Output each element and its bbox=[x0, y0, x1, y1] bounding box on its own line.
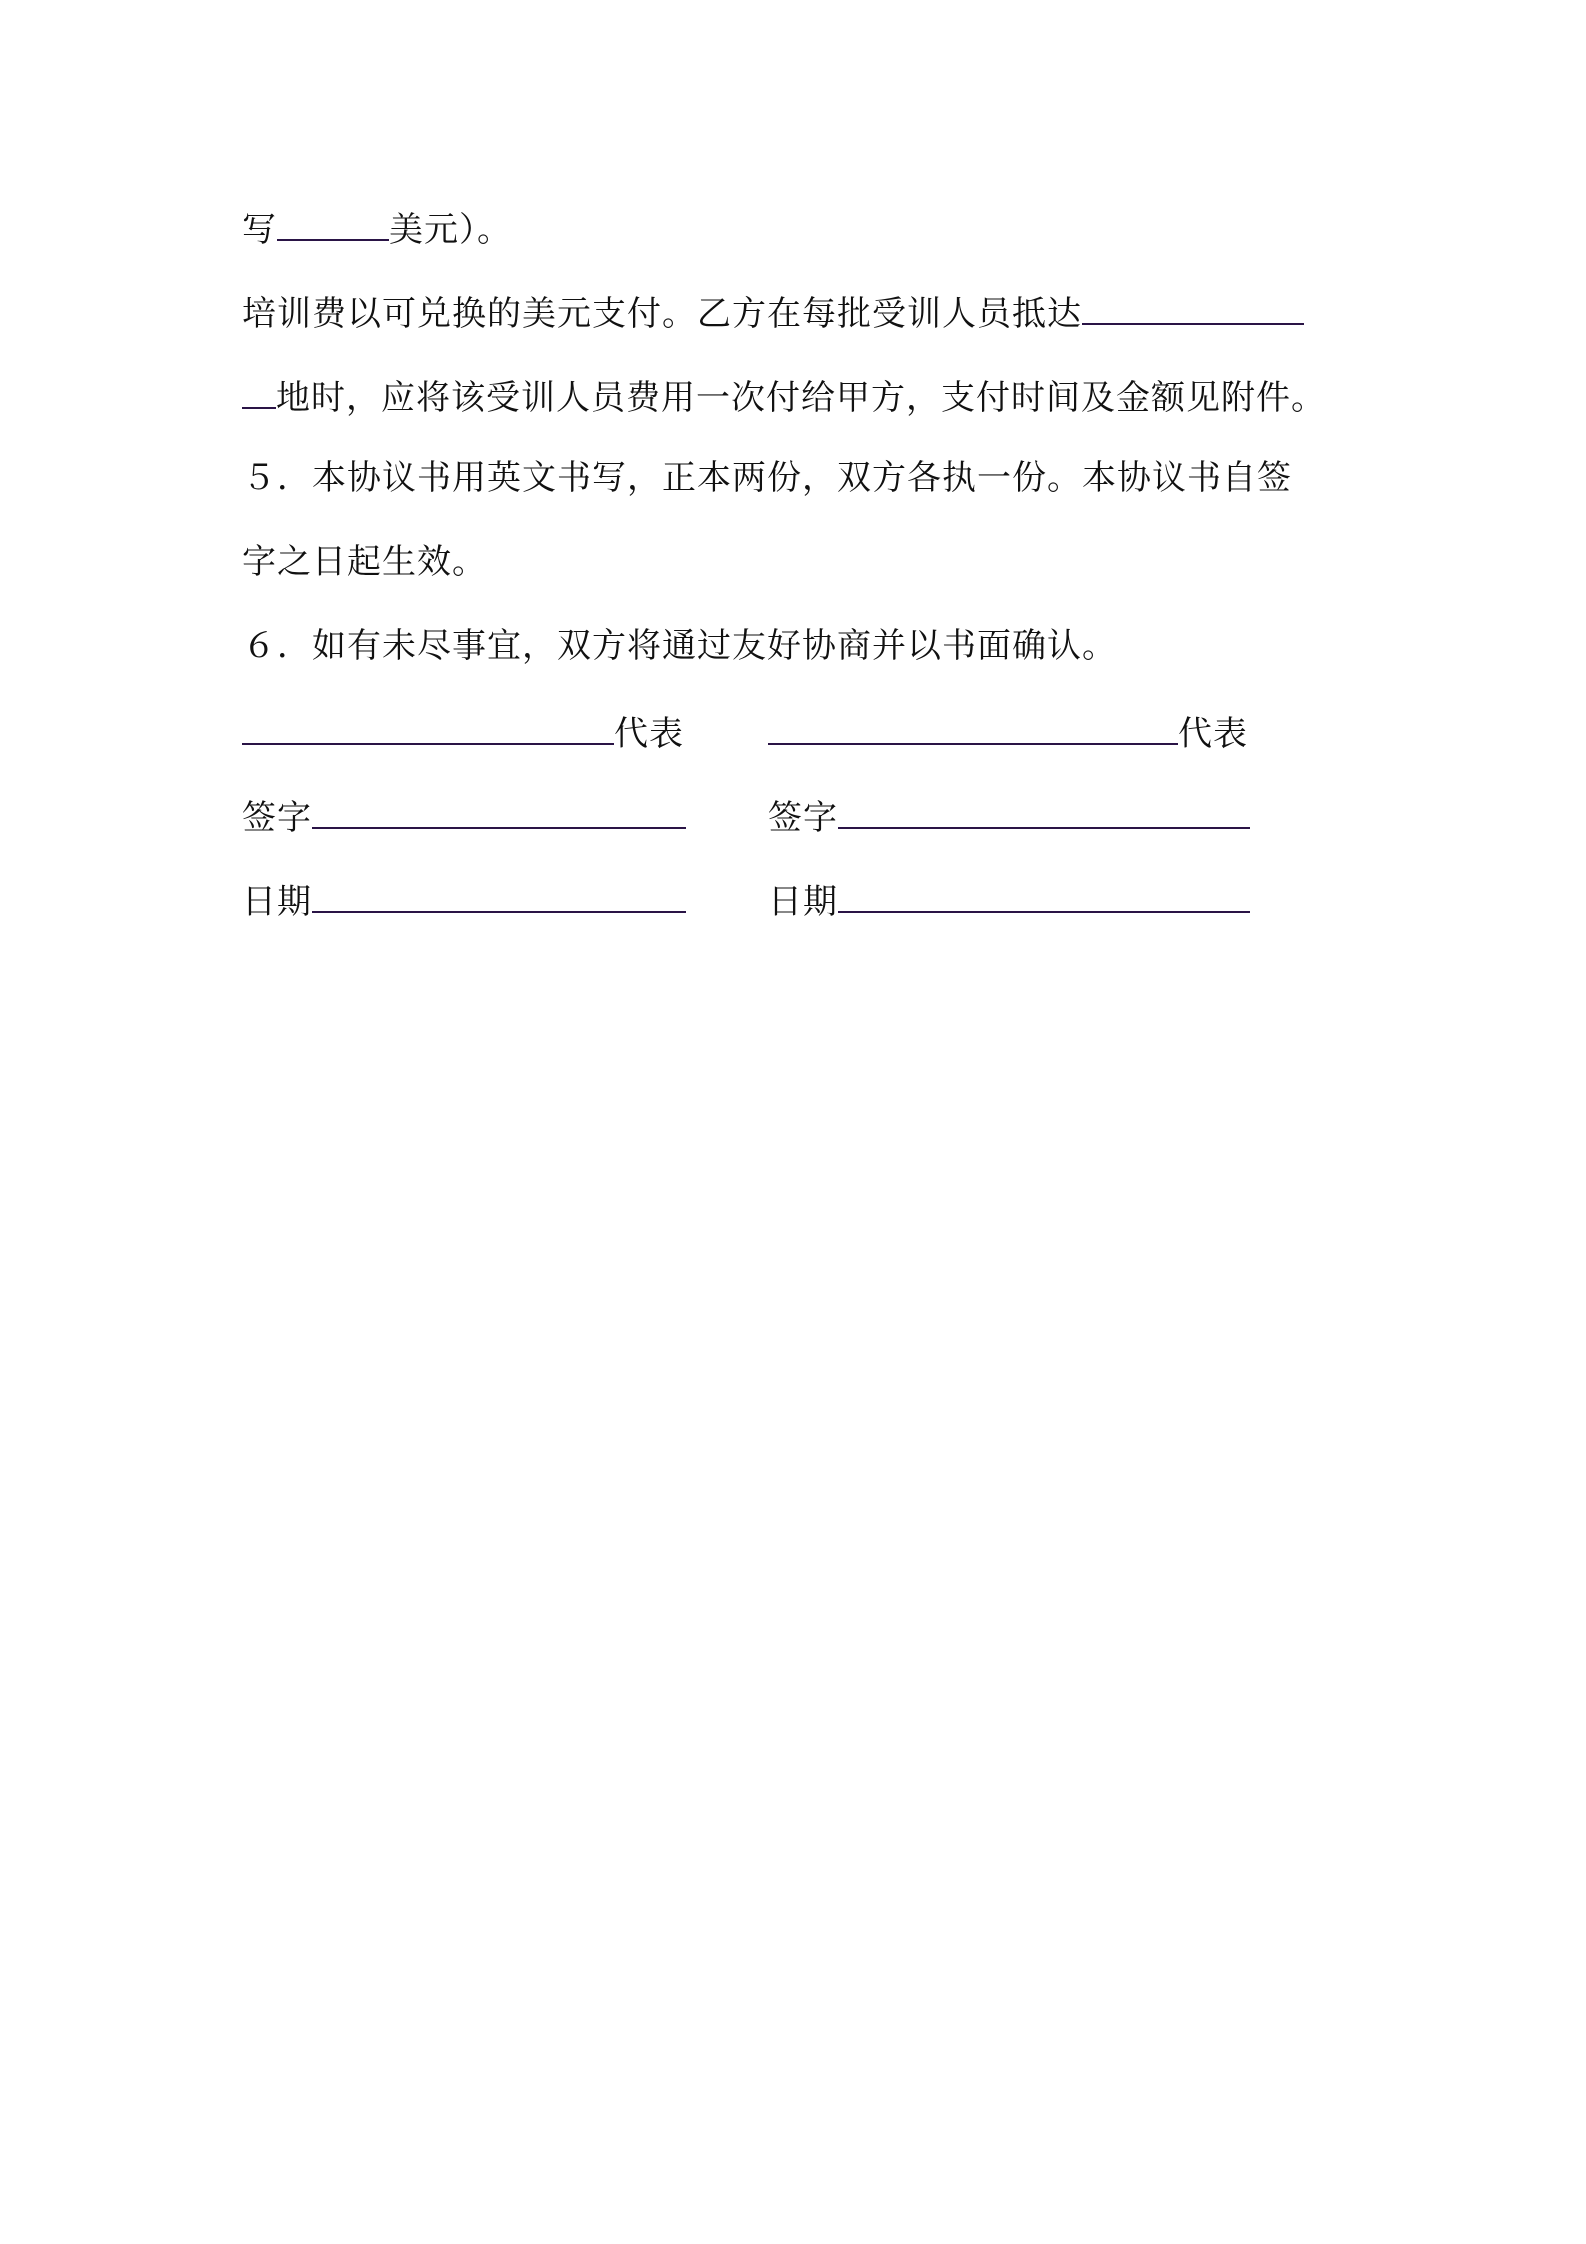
payment-clause-text: 培训费以可兑换的美元支付。乙方在每批受训人员抵达 bbox=[242, 294, 1082, 334]
arrival-place-blank bbox=[1082, 287, 1304, 325]
right-sign-label: 签字 bbox=[768, 798, 838, 838]
payment-clause-continued-line bbox=[242, 371, 1326, 421]
right-representative-blank bbox=[768, 707, 1178, 745]
right-date-row bbox=[768, 875, 1250, 925]
clause-5-continued-line bbox=[242, 539, 487, 585]
left-representative-blank bbox=[242, 707, 614, 745]
left-sign-blank bbox=[312, 791, 686, 829]
clause-6-text: ６．如有未尽事宜，双方将通过友好协商并以书面确认。 bbox=[242, 626, 1117, 666]
amount-suffix: 美元）。 bbox=[389, 210, 512, 250]
left-sign-row bbox=[242, 791, 686, 841]
amount-line bbox=[242, 203, 512, 253]
right-representative-row bbox=[768, 707, 1248, 757]
right-date-label: 日期 bbox=[768, 882, 838, 922]
right-sign-row bbox=[768, 791, 1250, 841]
arrival-place-blank-continued bbox=[242, 371, 276, 409]
left-date-label: 日期 bbox=[242, 882, 312, 922]
clause-6-line bbox=[242, 623, 1117, 669]
right-date-blank bbox=[838, 875, 1250, 913]
right-representative-label: 代表 bbox=[1178, 714, 1248, 754]
left-representative-label: 代表 bbox=[614, 714, 684, 754]
left-date-row bbox=[242, 875, 686, 925]
left-sign-label: 签字 bbox=[242, 798, 312, 838]
payment-clause-line bbox=[242, 287, 1304, 337]
left-date-blank bbox=[312, 875, 686, 913]
clause-5-line bbox=[242, 455, 1292, 501]
amount-prefix: 写 bbox=[242, 210, 277, 250]
right-sign-blank bbox=[838, 791, 1250, 829]
left-representative-row bbox=[242, 707, 684, 757]
amount-blank bbox=[277, 203, 389, 241]
clause-5-text: ５．本协议书用英文书写，正本两份，双方各执一份。本协议书自签 bbox=[242, 458, 1292, 498]
payment-clause-continued-text: 地时，应将该受训人员费用一次付给甲方，支付时间及金额见附件。 bbox=[276, 378, 1326, 418]
clause-5-continued-text: 字之日起生效。 bbox=[242, 542, 487, 582]
